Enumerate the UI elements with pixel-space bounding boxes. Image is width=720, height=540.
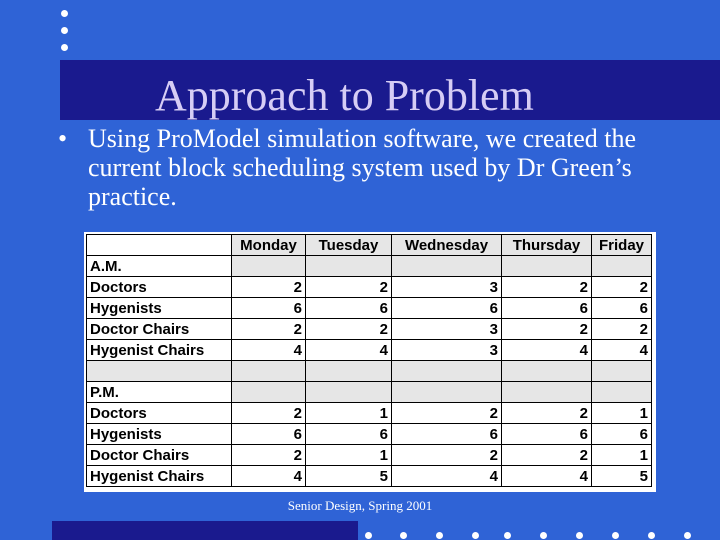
value-cell: 2 [592, 319, 652, 340]
value-cell: 5 [306, 466, 392, 487]
section-row-pm [87, 382, 652, 403]
corner-cell [87, 235, 232, 256]
decor-dot [472, 532, 479, 539]
value-cell: 2 [306, 319, 392, 340]
table-row [87, 424, 652, 445]
section-label: P.M. [87, 382, 232, 403]
header-row [87, 235, 652, 256]
value-cell: 1 [592, 403, 652, 424]
schedule-table [86, 234, 652, 487]
day-header: Wednesday [392, 235, 502, 256]
value-cell: 2 [232, 403, 306, 424]
row-label: Hygenist Chairs [87, 340, 232, 361]
value-cell: 6 [502, 424, 592, 445]
value-cell: 5 [592, 466, 652, 487]
table-row [87, 319, 652, 340]
value-cell: 6 [592, 424, 652, 445]
day-header: Tuesday [306, 235, 392, 256]
row-label: Doctor Chairs [87, 445, 232, 466]
section-label: A.M. [87, 256, 232, 277]
value-cell: 3 [392, 277, 502, 298]
row-label: Doctors [87, 403, 232, 424]
table-row [87, 445, 652, 466]
decor-dot [576, 532, 583, 539]
value-cell: 4 [592, 340, 652, 361]
value-cell: 4 [392, 466, 502, 487]
decor-dot [612, 532, 619, 539]
value-cell: 3 [392, 340, 502, 361]
table-row [87, 466, 652, 487]
value-cell: 6 [392, 424, 502, 445]
schedule-table-container [84, 232, 656, 492]
slide-title: Approach to Problem [155, 71, 534, 120]
value-cell: 4 [232, 466, 306, 487]
value-cell: 2 [502, 445, 592, 466]
bullet-marker: • [58, 124, 68, 153]
table-row [87, 277, 652, 298]
decor-dot [436, 532, 443, 539]
value-cell: 2 [232, 445, 306, 466]
decor-dot [400, 532, 407, 539]
value-cell: 1 [592, 445, 652, 466]
table-row [87, 340, 652, 361]
value-cell: 2 [232, 277, 306, 298]
row-label: Doctor Chairs [87, 319, 232, 340]
value-cell: 3 [392, 319, 502, 340]
table-row [87, 298, 652, 319]
row-label: Hygenist Chairs [87, 466, 232, 487]
decor-dot [365, 532, 372, 539]
decor-dot [61, 27, 68, 34]
value-cell: 4 [232, 340, 306, 361]
value-cell: 4 [306, 340, 392, 361]
bullet-text: Using ProModel simulation software, we created the current block scheduling system used by Dr Green’s practice. [88, 124, 637, 211]
day-header: Thursday [502, 235, 592, 256]
value-cell: 2 [502, 319, 592, 340]
value-cell: 6 [232, 298, 306, 319]
value-cell: 4 [502, 340, 592, 361]
value-cell: 6 [592, 298, 652, 319]
decor-dot [61, 44, 68, 51]
decor-dot [684, 532, 691, 539]
decor-dot [61, 10, 68, 17]
value-cell: 1 [306, 445, 392, 466]
table-row [87, 403, 652, 424]
value-cell: 6 [502, 298, 592, 319]
value-cell: 1 [306, 403, 392, 424]
day-header: Friday [592, 235, 652, 256]
spacer-row [87, 361, 652, 382]
value-cell: 2 [502, 277, 592, 298]
value-cell: 2 [592, 277, 652, 298]
section-row-am [87, 256, 652, 277]
value-cell: 2 [502, 403, 592, 424]
value-cell: 4 [502, 466, 592, 487]
value-cell: 2 [306, 277, 392, 298]
value-cell: 6 [306, 424, 392, 445]
decor-dot [648, 532, 655, 539]
bottom-band [52, 521, 358, 540]
decor-dot [504, 532, 511, 539]
day-header: Monday [232, 235, 306, 256]
value-cell: 2 [392, 403, 502, 424]
value-cell: 6 [306, 298, 392, 319]
slide-footer: Senior Design, Spring 2001 [287, 498, 433, 513]
row-label: Hygenists [87, 298, 232, 319]
value-cell: 6 [392, 298, 502, 319]
value-cell: 2 [392, 445, 502, 466]
value-cell: 2 [232, 319, 306, 340]
value-cell: 6 [232, 424, 306, 445]
decor-dot [540, 532, 547, 539]
row-label: Hygenists [87, 424, 232, 445]
row-label: Doctors [87, 277, 232, 298]
